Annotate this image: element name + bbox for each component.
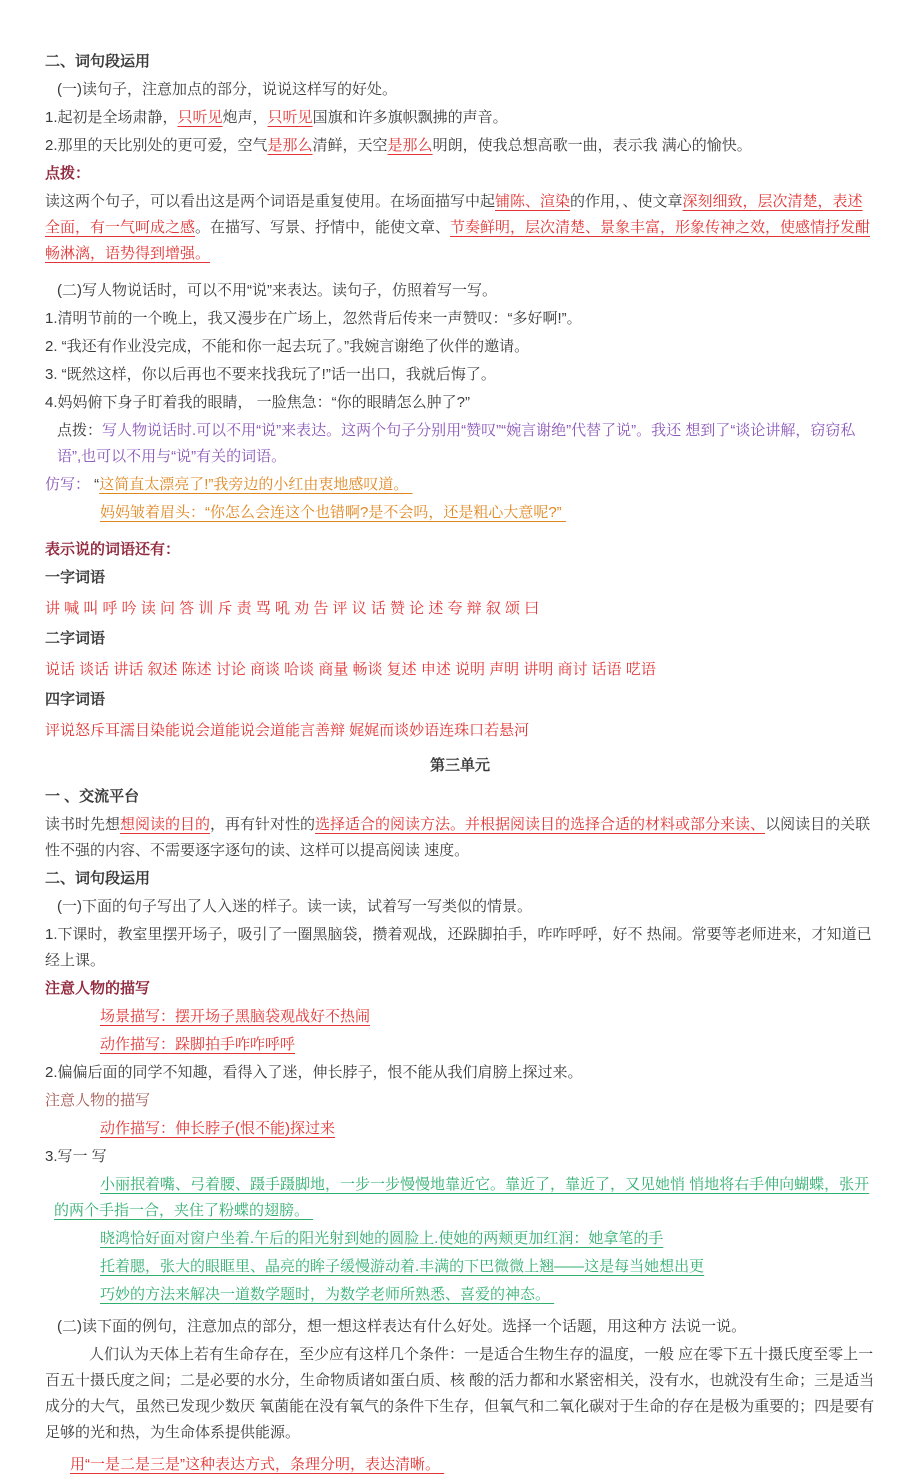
text-segment: 动作描写：伸长脖子(恨不能)探过来 xyxy=(100,1120,335,1137)
text-segment: 。在描写、写景、抒情中，能使文章、 xyxy=(195,219,451,236)
text-segment: 是那么 xyxy=(387,137,433,154)
text-segment: 深刻细致，层次清楚，表述全面，有一气呵成之感 xyxy=(45,193,863,236)
text-segment: 一 、交流平台 xyxy=(45,788,140,805)
text-segment: 晓鸿恰好面对窗户坐着.午后的阳光射到她的圆脸上.使她的两颊更加红润：她拿笔的手 xyxy=(100,1230,664,1247)
one-char-words-label xyxy=(45,564,875,592)
text-segment: 3. “既然这样，你以后再也不要来找我玩了!”话一出口，我就后悔了。 xyxy=(45,366,496,383)
text-segment: 巧妙的方法来解决一道数学题时，为数学老师所熟悉、喜爱的神态。 xyxy=(100,1286,555,1303)
text-segment: 表示说的词语还有： xyxy=(45,541,181,558)
text-segment: (二)读下面的例句，注意加点的部分，想一想这样表达有什么好处。选择一个话题，用这种方 法说一说。 xyxy=(57,1318,747,1335)
example-sentence-2 xyxy=(45,1059,875,1087)
summary-answer xyxy=(70,1451,875,1479)
note-heading-bold xyxy=(45,975,875,1003)
text-segment: 二、词句段运用 xyxy=(45,870,151,887)
text-segment: 人们认为天体上若有生命存在，至少应有这样几个条件：一是适合生物生存的温度，一般 应在零下五十摄氏度至零上一百五十摄氏度之间；二是必要的水分，生命物质诸如蛋白质、核 酸的活力都和水紧密相关，没有水，也就没有生命；三是适当成分的大气，虽然已发现少数厌 氧菌能在没有氧气的条件下生存，但氧气和二氧化碳对于生命的存在是极为重要的；四是要有 足够的光和热，为生命体系提供能源。 xyxy=(45,1346,879,1441)
four-char-words-list xyxy=(45,714,875,747)
one-char-words-list xyxy=(45,592,875,625)
text-segment: 以阅读目的关联性不强的内容、不需要逐字逐句的读、这样可以提高阅读 速度。 xyxy=(45,816,871,859)
text-segment: (一)下面的句子写出了人入迷的样子。读一读，试着写一写类似的情景。 xyxy=(57,898,532,915)
text-segment: ，再有针对性的 xyxy=(210,816,316,833)
text-segment: 3.写一 写 xyxy=(45,1148,107,1165)
text-segment: 评说怒斥耳濡目染能说会道能说会道能言善辩 娓娓而谈妙语连珠口若悬河 xyxy=(45,722,530,739)
text-segment: 国旗和许多旗帜飘拂的声音。 xyxy=(312,109,508,126)
text-segment: 1.下课时，教室里摆开场子，吸引了一圈黑脑袋，攒着观战，还跺脚拍手，咋咋呼呼，好不 热闹。常要等老师进来，才知道已经上课。 xyxy=(45,926,872,969)
example-sentence-2 xyxy=(45,333,875,361)
text-segment: 场景描写：摆开场子黑脑袋观战好不热闹 xyxy=(100,1008,371,1025)
text-segment: “ xyxy=(90,476,100,493)
text-segment: 4.妈妈俯下身子盯着我的眼睛， 一脸焦急：“你的眼睛怎么肿了?” xyxy=(45,394,471,411)
text-segment: 第三单元 xyxy=(429,757,490,774)
tip-analysis xyxy=(45,188,875,268)
text-segment: (二)写人物说话时，可以不用“说”来表达。读句子，仿照着写一写。 xyxy=(57,282,497,299)
unit-title xyxy=(45,747,875,783)
example-sentence-4 xyxy=(45,389,875,417)
text-segment: 读书时先想 xyxy=(45,816,121,833)
text-segment: 想阅读的目的 xyxy=(120,816,211,833)
text-segment: 读这两个句子，可以看出这是两个词语是重复使用。在场面描写中起 xyxy=(45,193,496,210)
text-segment: 只听见 xyxy=(177,109,223,126)
text-segment: (一)读句子，注意加点的部分，说说这样写的好处。 xyxy=(57,81,397,98)
example-paragraph xyxy=(45,1341,879,1447)
text-segment: 点拨： xyxy=(57,422,103,439)
example-sentence-2 xyxy=(45,132,875,160)
write-prompt xyxy=(45,1143,875,1171)
text-segment: 2.偏偏后面的同学不知趣，看得入了迷，伸长脖子，恨不能从我们肩膀上探过来。 xyxy=(45,1064,583,1081)
two-char-words-label xyxy=(45,625,875,653)
text-segment: 小丽抿着嘴、弓着腰、蹑手蹑脚地，一步一步慢慢地靠近它。靠近了，靠近了，又见她悄 悄地将右手伸向蝴蝶，张开的两个手指一合，夹住了粉蝶的翅膀。 xyxy=(54,1176,870,1219)
text-segment: 妈妈皱着眉头：“你怎么会连这个也错啊?是不会吗，还是粗心大意呢?” xyxy=(100,504,566,521)
action-description-answer xyxy=(100,1031,875,1059)
four-char-words-label xyxy=(45,686,875,714)
two-char-words-list xyxy=(45,653,875,686)
text-segment: 2.那里的天比别处的更可爱，空气 xyxy=(45,137,268,154)
tip-analysis xyxy=(45,417,875,471)
action-description-answer-2 xyxy=(100,1115,875,1143)
exercise-instruction xyxy=(45,76,875,104)
example-sentence-1 xyxy=(45,305,875,333)
text-segment: 炮声， xyxy=(222,109,268,126)
text-segment: 点拨： xyxy=(45,165,91,182)
text-segment: 清鲜，天空 xyxy=(312,137,388,154)
tip-label xyxy=(45,160,875,188)
sample-writing-4 xyxy=(100,1281,875,1309)
text-segment: 二字词语 xyxy=(45,630,106,647)
text-segment: 是那么 xyxy=(267,137,313,154)
text-segment: 二、词句段运用 xyxy=(45,53,151,70)
section-heading-word-sentence-2 xyxy=(45,865,875,893)
text-segment: 用“一是二是三是”这种表达方式，条理分明，表达清晰。 xyxy=(70,1456,445,1473)
section-heading-word-sentence xyxy=(45,48,875,76)
document-body xyxy=(45,48,879,1479)
text-segment: 的作用，、使文章 xyxy=(570,193,683,210)
text-segment: 1.起初是全场肃静， xyxy=(45,109,178,126)
text-segment: 这简直太漂亮了!”我旁边的小红由衷地感叹道。 xyxy=(99,476,413,493)
section-heading-exchange xyxy=(45,783,875,811)
text-segment: 注意人物的描写 xyxy=(45,980,151,997)
text-segment: 1.清明节前的一个晚上，我又漫步在广场上，忽然背后传来一声赞叹：“多好啊!”。 xyxy=(45,310,582,327)
word-list-heading xyxy=(45,536,875,564)
scene-description-answer xyxy=(100,1003,875,1031)
sample-writing-3 xyxy=(100,1253,875,1281)
exercise-instruction xyxy=(45,277,875,305)
note-heading-regular xyxy=(45,1087,875,1115)
example-sentence-1 xyxy=(45,921,875,975)
text-segment: 明朗，使我总想高歌一曲，表示我 满心的愉快。 xyxy=(432,137,752,154)
text-segment: 动作描写：跺脚拍手咋咋呼呼 xyxy=(100,1036,296,1053)
example-sentence-1 xyxy=(45,104,875,132)
imitation-line-1 xyxy=(45,471,875,499)
text-segment: 托着腮，张大的眼眶里、晶亮的眸子缓慢游动着.丰满的下巴微微上翘——这是每当她想出更 xyxy=(100,1258,705,1275)
text-segment: 节奏鲜明，层次清楚、景象丰富，形象传神之效，使感情抒发酣畅淋漓，语势得到增强。 xyxy=(45,219,871,262)
text-segment: 仿写： xyxy=(45,476,91,493)
text-segment: 写人物说话时.可以不用“说”来表达。这两个句子分别用“赞叹”“婉言谢绝”代替了说”。我还 想到了“谈论讲解，窃窃私语”,也可以不用与“说”有关的词语。 xyxy=(57,422,856,465)
text-segment: 铺陈、渲染 xyxy=(495,193,571,210)
text-segment: 注意人物的描写 xyxy=(45,1092,151,1109)
example-sentence-3 xyxy=(45,361,875,389)
exercise-instruction xyxy=(45,893,875,921)
text-segment: 选择适合的阅读方法。并根据阅读目的选择合适的材料或部分来读、 xyxy=(315,816,766,833)
text-segment: 一字词语 xyxy=(45,569,106,586)
text-segment: 说话 谈话 讲话 叙述 陈述 讨论 商谈 哈谈 商量 畅谈 复述 申述 说明 声明 讲明 商讨 话语 呓语 xyxy=(45,661,656,678)
text-segment: 讲 喊 叫 呼 吟 读 问 答 训 斥 责 骂 吼 劝 告 评 议 话 赞 论 述 夸 辩 叙 颂 曰 xyxy=(45,600,540,617)
sample-writing-2 xyxy=(100,1225,875,1253)
exchange-paragraph xyxy=(45,811,875,865)
text-segment: 2. “我还有作业没完成，不能和你一起去玩了。”我婉言谢绝了伙伴的邀请。 xyxy=(45,338,530,355)
sample-writing-1 xyxy=(54,1171,875,1225)
imitation-line-2 xyxy=(100,499,875,527)
text-segment: 只听见 xyxy=(267,109,313,126)
text-segment: 四字词语 xyxy=(45,691,106,708)
exercise-instruction xyxy=(45,1313,875,1341)
